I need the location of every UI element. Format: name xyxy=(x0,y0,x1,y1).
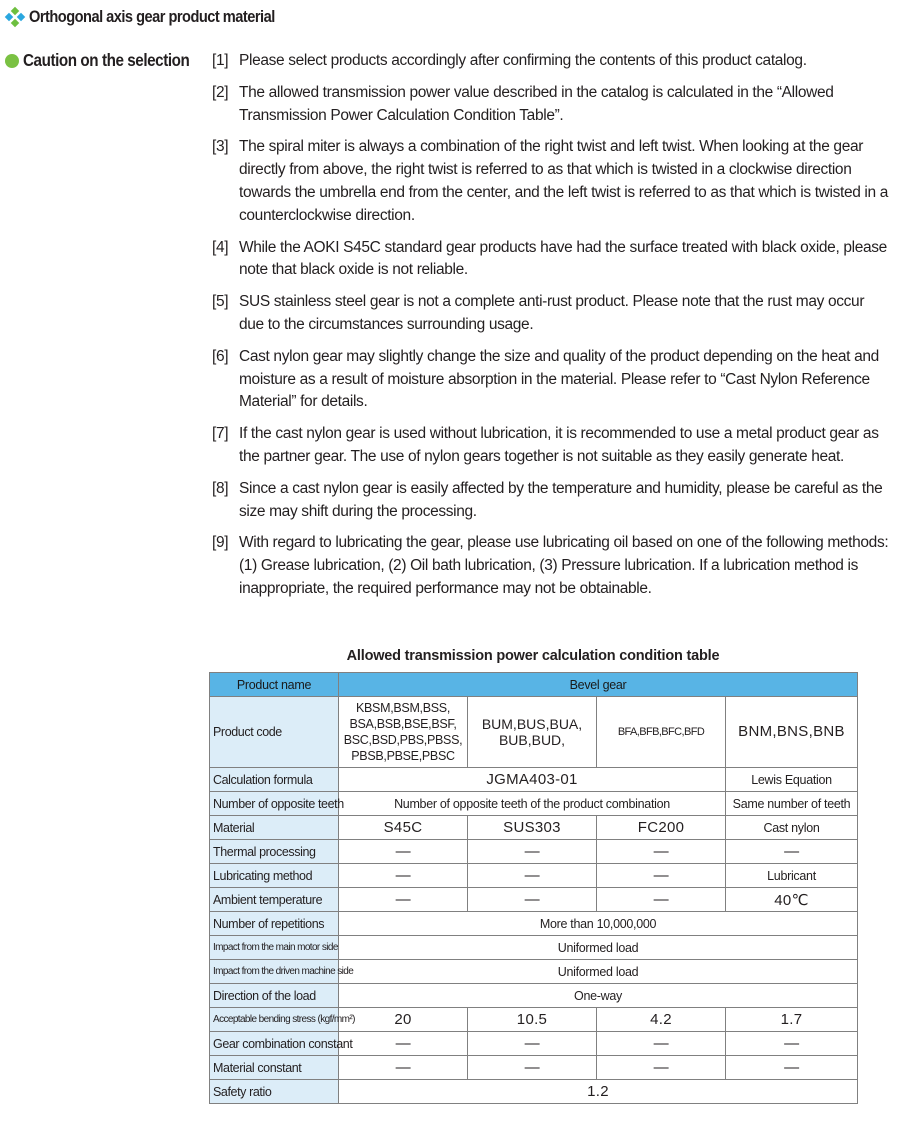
table-cell: More than 10,000,000 xyxy=(339,912,858,936)
table-row xyxy=(210,1032,858,1056)
table-row xyxy=(210,960,858,984)
table-cell: 1.7 xyxy=(726,1008,858,1032)
table-cell: BNM,BNS,BNB xyxy=(726,697,858,768)
table-row xyxy=(210,1080,858,1104)
diamond-cluster-icon xyxy=(4,6,26,28)
table-cell: Lewis Equation xyxy=(726,768,858,792)
table-row xyxy=(210,792,858,816)
table-cell: BUM,BUS,BUA, BUB,BUD, xyxy=(468,697,597,768)
header-product-name: Product name xyxy=(210,673,339,697)
table-cell: SUS303 xyxy=(468,816,597,840)
list-item xyxy=(212,423,892,469)
table-cell: — xyxy=(468,840,597,864)
table-row xyxy=(210,888,858,912)
table-row xyxy=(210,936,858,960)
item-text: SUS stainless steel gear is not a complete anti-rust product. Please note that the rust may occur due to the circumstances surrounding usage. xyxy=(239,293,865,333)
row-label: Safety ratio xyxy=(210,1080,339,1104)
table-cell: 4.2 xyxy=(597,1008,726,1032)
list-item xyxy=(212,478,892,524)
table-title: Allowed transmission power calculation condition table xyxy=(346,648,720,664)
list-item xyxy=(212,346,892,414)
row-label: Acceptable bending stress (kgf/mm²) xyxy=(210,1008,339,1032)
row-label: Product code xyxy=(210,697,339,768)
table-cell: — xyxy=(468,1032,597,1056)
item-number: [5] xyxy=(212,293,229,311)
item-number: [7] xyxy=(212,425,229,443)
green-bullet-icon xyxy=(5,54,19,68)
row-label: Lubricating method xyxy=(210,864,339,888)
table-cell: — xyxy=(597,1056,726,1080)
table-cell: FC200 xyxy=(597,816,726,840)
item-number: [3] xyxy=(212,138,229,156)
item-text: Since a cast nylon gear is easily affected by the temperature and humidity, please be careful as the size may shift during the processing. xyxy=(239,479,883,520)
item-text: The spiral miter is always a combination of the right twist and left twist. When looking at the gear directly from above, the right twist is referred to as that which is twisted in a clockwise direction towards the umbrella end from the center, and the left twist is referred to as that which is twisted in a counterclockwise direction. xyxy=(239,138,889,224)
table-header-row xyxy=(210,673,858,697)
page-header xyxy=(4,5,315,29)
table-cell: — xyxy=(339,1056,468,1080)
list-item xyxy=(212,82,892,128)
table-cell: — xyxy=(726,1032,858,1056)
page-title: Orthogonal axis gear product material xyxy=(29,7,275,26)
row-label: Impact from the main motor side xyxy=(210,936,339,960)
table-cell: — xyxy=(339,864,468,888)
table-cell: — xyxy=(597,864,726,888)
table-row xyxy=(210,1008,858,1032)
list-item xyxy=(212,136,892,227)
row-label: Direction of the load xyxy=(210,984,339,1008)
table-cell: — xyxy=(468,888,597,912)
table-cell: — xyxy=(468,864,597,888)
table-cell: — xyxy=(597,840,726,864)
list-item xyxy=(212,50,892,73)
row-label: Calculation formula xyxy=(210,768,339,792)
row-label: Number of opposite teeth xyxy=(210,792,339,816)
item-text: The allowed transmission power value described in the catalog is calculated in the “Allowed Transmission Power Calculation Condition Table”. xyxy=(239,83,834,124)
caution-title: Caution on the selection xyxy=(23,50,190,70)
table-cell: Cast nylon xyxy=(726,816,858,840)
table-cell: — xyxy=(339,888,468,912)
table-row xyxy=(210,984,858,1008)
row-label: Material xyxy=(210,816,339,840)
item-text: With regard to lubricating the gear, please use lubricating oil based on one of the following methods: (1) Grease lubrication, (2) Oil bath lubrication, (3) Pressure lubrication. If a lubrication method is inappropriate, the required performance may not be obtainable. xyxy=(239,534,889,597)
row-label: Ambient temperature xyxy=(210,888,339,912)
table-cell: Uniformed load xyxy=(339,960,858,984)
table-cell: Uniformed load xyxy=(339,936,858,960)
item-number: [1] xyxy=(212,52,229,69)
table-cell: Number of opposite teeth of the product combination xyxy=(339,792,726,816)
table-cell: — xyxy=(468,1056,597,1080)
item-number: [2] xyxy=(212,83,229,101)
item-text: Cast nylon gear may slightly change the size and quality of the product depending on the heat and moisture as a result of moisture absorption in the material. Please refer to “Cast Nylon Reference Material” for details. xyxy=(239,347,879,411)
condition-table xyxy=(209,672,858,1104)
table-cell: One-way xyxy=(339,984,858,1008)
table-row xyxy=(210,816,858,840)
table-cell: 20 xyxy=(339,1008,468,1032)
table-row xyxy=(210,697,858,768)
row-label: Number of repetitions xyxy=(210,912,339,936)
item-text: While the AOKI S45C standard gear products have had the surface treated with black oxide, please note that black oxide is not reliable. xyxy=(239,238,887,279)
caution-list xyxy=(212,50,892,610)
item-number: [6] xyxy=(212,347,229,365)
table-cell: S45C xyxy=(339,816,468,840)
list-item xyxy=(212,291,892,337)
table-row xyxy=(210,912,858,936)
item-number: [8] xyxy=(212,479,229,497)
table-cell: 10.5 xyxy=(468,1008,597,1032)
list-item xyxy=(212,532,892,600)
table-cell: KBSM,BSM,BSS, BSA,BSB,BSE,BSF, BSC,BSD,PBS,PBSS, PBSB,PBSE,PBSC xyxy=(339,697,468,768)
table-cell: BFA,BFB,BFC,BFD xyxy=(597,697,726,768)
row-label: Thermal processing xyxy=(210,840,339,864)
table-cell: — xyxy=(597,888,726,912)
table-cell: JGMA403-01 xyxy=(339,768,726,792)
row-label: Material constant xyxy=(210,1056,339,1080)
row-label: Gear combination constant xyxy=(210,1032,339,1056)
table-cell: — xyxy=(597,1032,726,1056)
item-number: [9] xyxy=(212,534,229,552)
item-text: Please select products accordingly after confirming the contents of this product catalog. xyxy=(239,52,807,69)
row-label: Impact from the driven machine side xyxy=(210,960,339,984)
table-row xyxy=(210,864,858,888)
table-cell: — xyxy=(726,840,858,864)
table-row xyxy=(210,840,858,864)
table-cell: — xyxy=(339,1032,468,1056)
item-text: If the cast nylon gear is used without lubrication, it is recommended to use a metal product gear as the partner gear. The use of nylon gears together is not suitable as they easily generate heat. xyxy=(239,425,879,465)
table-cell: 40℃ xyxy=(726,888,858,912)
table-row xyxy=(210,768,858,792)
item-number: [4] xyxy=(212,238,229,256)
caution-heading xyxy=(5,50,214,71)
table-row xyxy=(210,1056,858,1080)
list-item xyxy=(212,237,892,283)
table-cell: 1.2 xyxy=(339,1080,858,1104)
table-cell: — xyxy=(339,840,468,864)
table-cell: Lubricant xyxy=(726,864,858,888)
header-bevel-gear: Bevel gear xyxy=(339,673,858,697)
table-cell: Same number of teeth xyxy=(726,792,858,816)
table-cell: — xyxy=(726,1056,858,1080)
